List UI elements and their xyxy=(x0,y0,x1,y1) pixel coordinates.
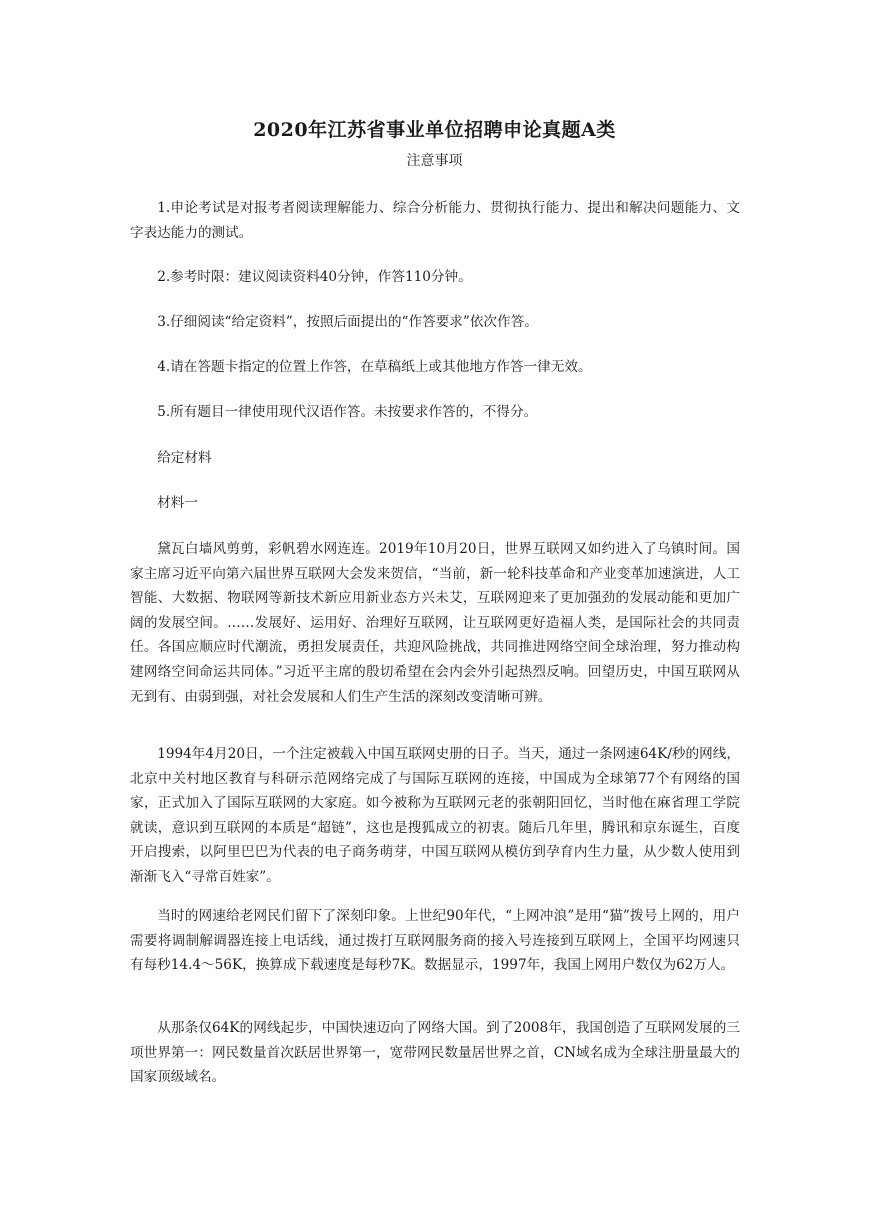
note-2: 2.参考时限：建议阅读资料40分钟，作答110分钟。 xyxy=(157,269,472,285)
note-5: 5.所有题目一律使用现代汉语作答。未按要求作答的，不得分。 xyxy=(157,404,538,420)
section-heading: 给定材料 xyxy=(157,450,212,466)
material-paragraph-2: 1994年4月20日，一个注定被载入中国互联网史册的日子。当天，通过一条网速64K/秒的网线，北京中关村地区教育与科研示范网络完成了与国际互联网的连接，中国成为全球第77个有网络的国家，正式加入了国际互联网的大家庭。如今被称为互联网元老的张朝阳回忆，当时他在麻省理工学院就读，意识到互联网的本质是“超链”，这也是搜狐成立的初衷。随后几年里，腾讯和京东诞生，百度开启搜索，以阿里巴巴为代表的电子商务萌芽，中国互联网从模仿到孕育内生力量，从少数人使用到渐渐飞入“寻常百姓家”。 xyxy=(130,746,740,885)
material-heading: 材料一 xyxy=(157,495,198,511)
document-title: 2020年江苏省事业单位招聘申论真题A类 xyxy=(253,119,616,141)
material-paragraph-1: 黛瓦白墙风剪剪，彩帆碧水网连连。2019年10月20日，世界互联网又如约进入了乌镇时间。国家主席习近平向第六届世界互联网大会发来贺信，“当前，新一轮科技革命和产业变革加速演进，人工智能、大数据、物联网等新技术新应用新业态方兴未艾，互联网迎来了更加强劲的发展动能和更加广阔的发展空间。……发展好、运用好、治理好互联网，让互联网更好造福人类，是国际社会的共同责任。各国应顺应时代潮流，勇担发展责任，共迎风险挑战，共同推进网络空间全球治理，努力推动构建网络空间命运共同体。”习近平主席的殷切希望在会内会外引起热烈反响。回望历史，中国互联网从无到有、由弱到强，对社会发展和人们生产生活的深刻改变清晰可辨。 xyxy=(130,541,740,705)
material-paragraph-3: 当时的网速给老网民们留下了深刻印象。上世纪90年代，“上网冲浪”是用“猫”拨号上网的，用户需要将调制解调器连接上电话线，通过拨打互联网服务商的接入号连接到互联网上，全国平均网速只有每秒14.4～56K，换算成下载速度是每秒7K。数据显示，1997年，我国上网用户数仅为62万人。 xyxy=(130,908,740,974)
material-paragraph-4: 从那条仅64K的网线起步，中国快速迈向了网络大国。到了2008年，我国创造了互联网发展的三项世界第一：网民数量首次跃居世界第一，宽带网民数量居世界之首，CN域名成为全球注册量最大的国家顶级域名。 xyxy=(130,1020,740,1086)
document-subtitle: 注意事项 xyxy=(406,153,463,169)
note-3: 3.仔细阅读“给定资料”，按照后面提出的“作答要求”依次作答。 xyxy=(157,314,538,330)
note-1: 1.申论考试是对报考者阅读理解能力、综合分析能力、贯彻执行能力、提出和解决问题能力、文字表达能力的测试。 xyxy=(130,200,740,241)
note-4: 4.请在答题卡指定的位置上作答，在草稿纸上或其他地方作答一律无效。 xyxy=(157,359,592,375)
